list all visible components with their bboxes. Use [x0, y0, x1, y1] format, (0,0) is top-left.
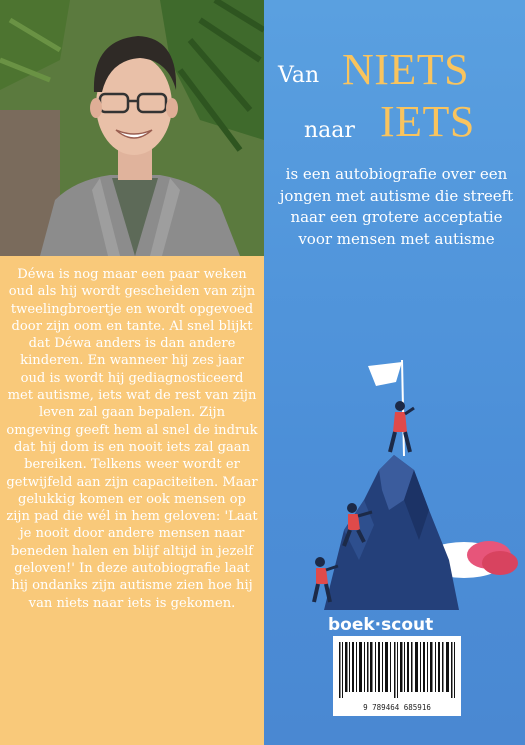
publisher-logo: boek·scout — [328, 615, 434, 635]
title-naar: naar — [304, 118, 355, 143]
climber-top-icon — [390, 401, 414, 452]
mountain-icon — [324, 455, 459, 610]
title-van: Van — [278, 63, 320, 88]
author-photo-image — [0, 0, 264, 256]
title-niets: NIETS — [342, 45, 470, 94]
author-photo — [0, 0, 264, 256]
back-cover-blurb: Déwa is nog maar een paar weken oud als hij wordt gescheiden van zijn tweelingbroertje en wordt opgevoed door zijn oom en tante. Al snel blijkt dat Déwa anders is dan andere kinderen. En wanneer hij zes jaar oud is wordt hij gediagnosticeerd met autisme, iets wat de rest van zijn leven zal gaan bepalen. Zijn omgeving geeft hem al snel de indruk dat hij dom is en nooit iets zal gaan bereiken. Telkens weer wordt er getwijfeld aan zijn capaciteiten. Maar gelukkig komen er ook mensen op zijn pad die wél in hem geloven: 'Laat je nooit door andere mensen naar beneden halen en blijf altijd in jezelf geloven!' In deze autobiografie laat hij ondanks zijn autisme zien hoe hij van niets naar iets is gekomen. — [6, 267, 258, 611]
tagline: is een autobiografie over een jongen met autisme die streeft naar een grotere acceptatie voor mensen met autisme — [279, 165, 514, 248]
right-panel — [264, 0, 525, 745]
isbn-barcode — [333, 636, 461, 716]
isbn-digits: 9 789464 685916 — [363, 703, 431, 712]
barcode-bars-icon — [339, 642, 455, 698]
mountain-climbers-illustration — [264, 360, 525, 620]
title-iets: IETS — [380, 97, 475, 146]
book-title — [264, 0, 525, 160]
